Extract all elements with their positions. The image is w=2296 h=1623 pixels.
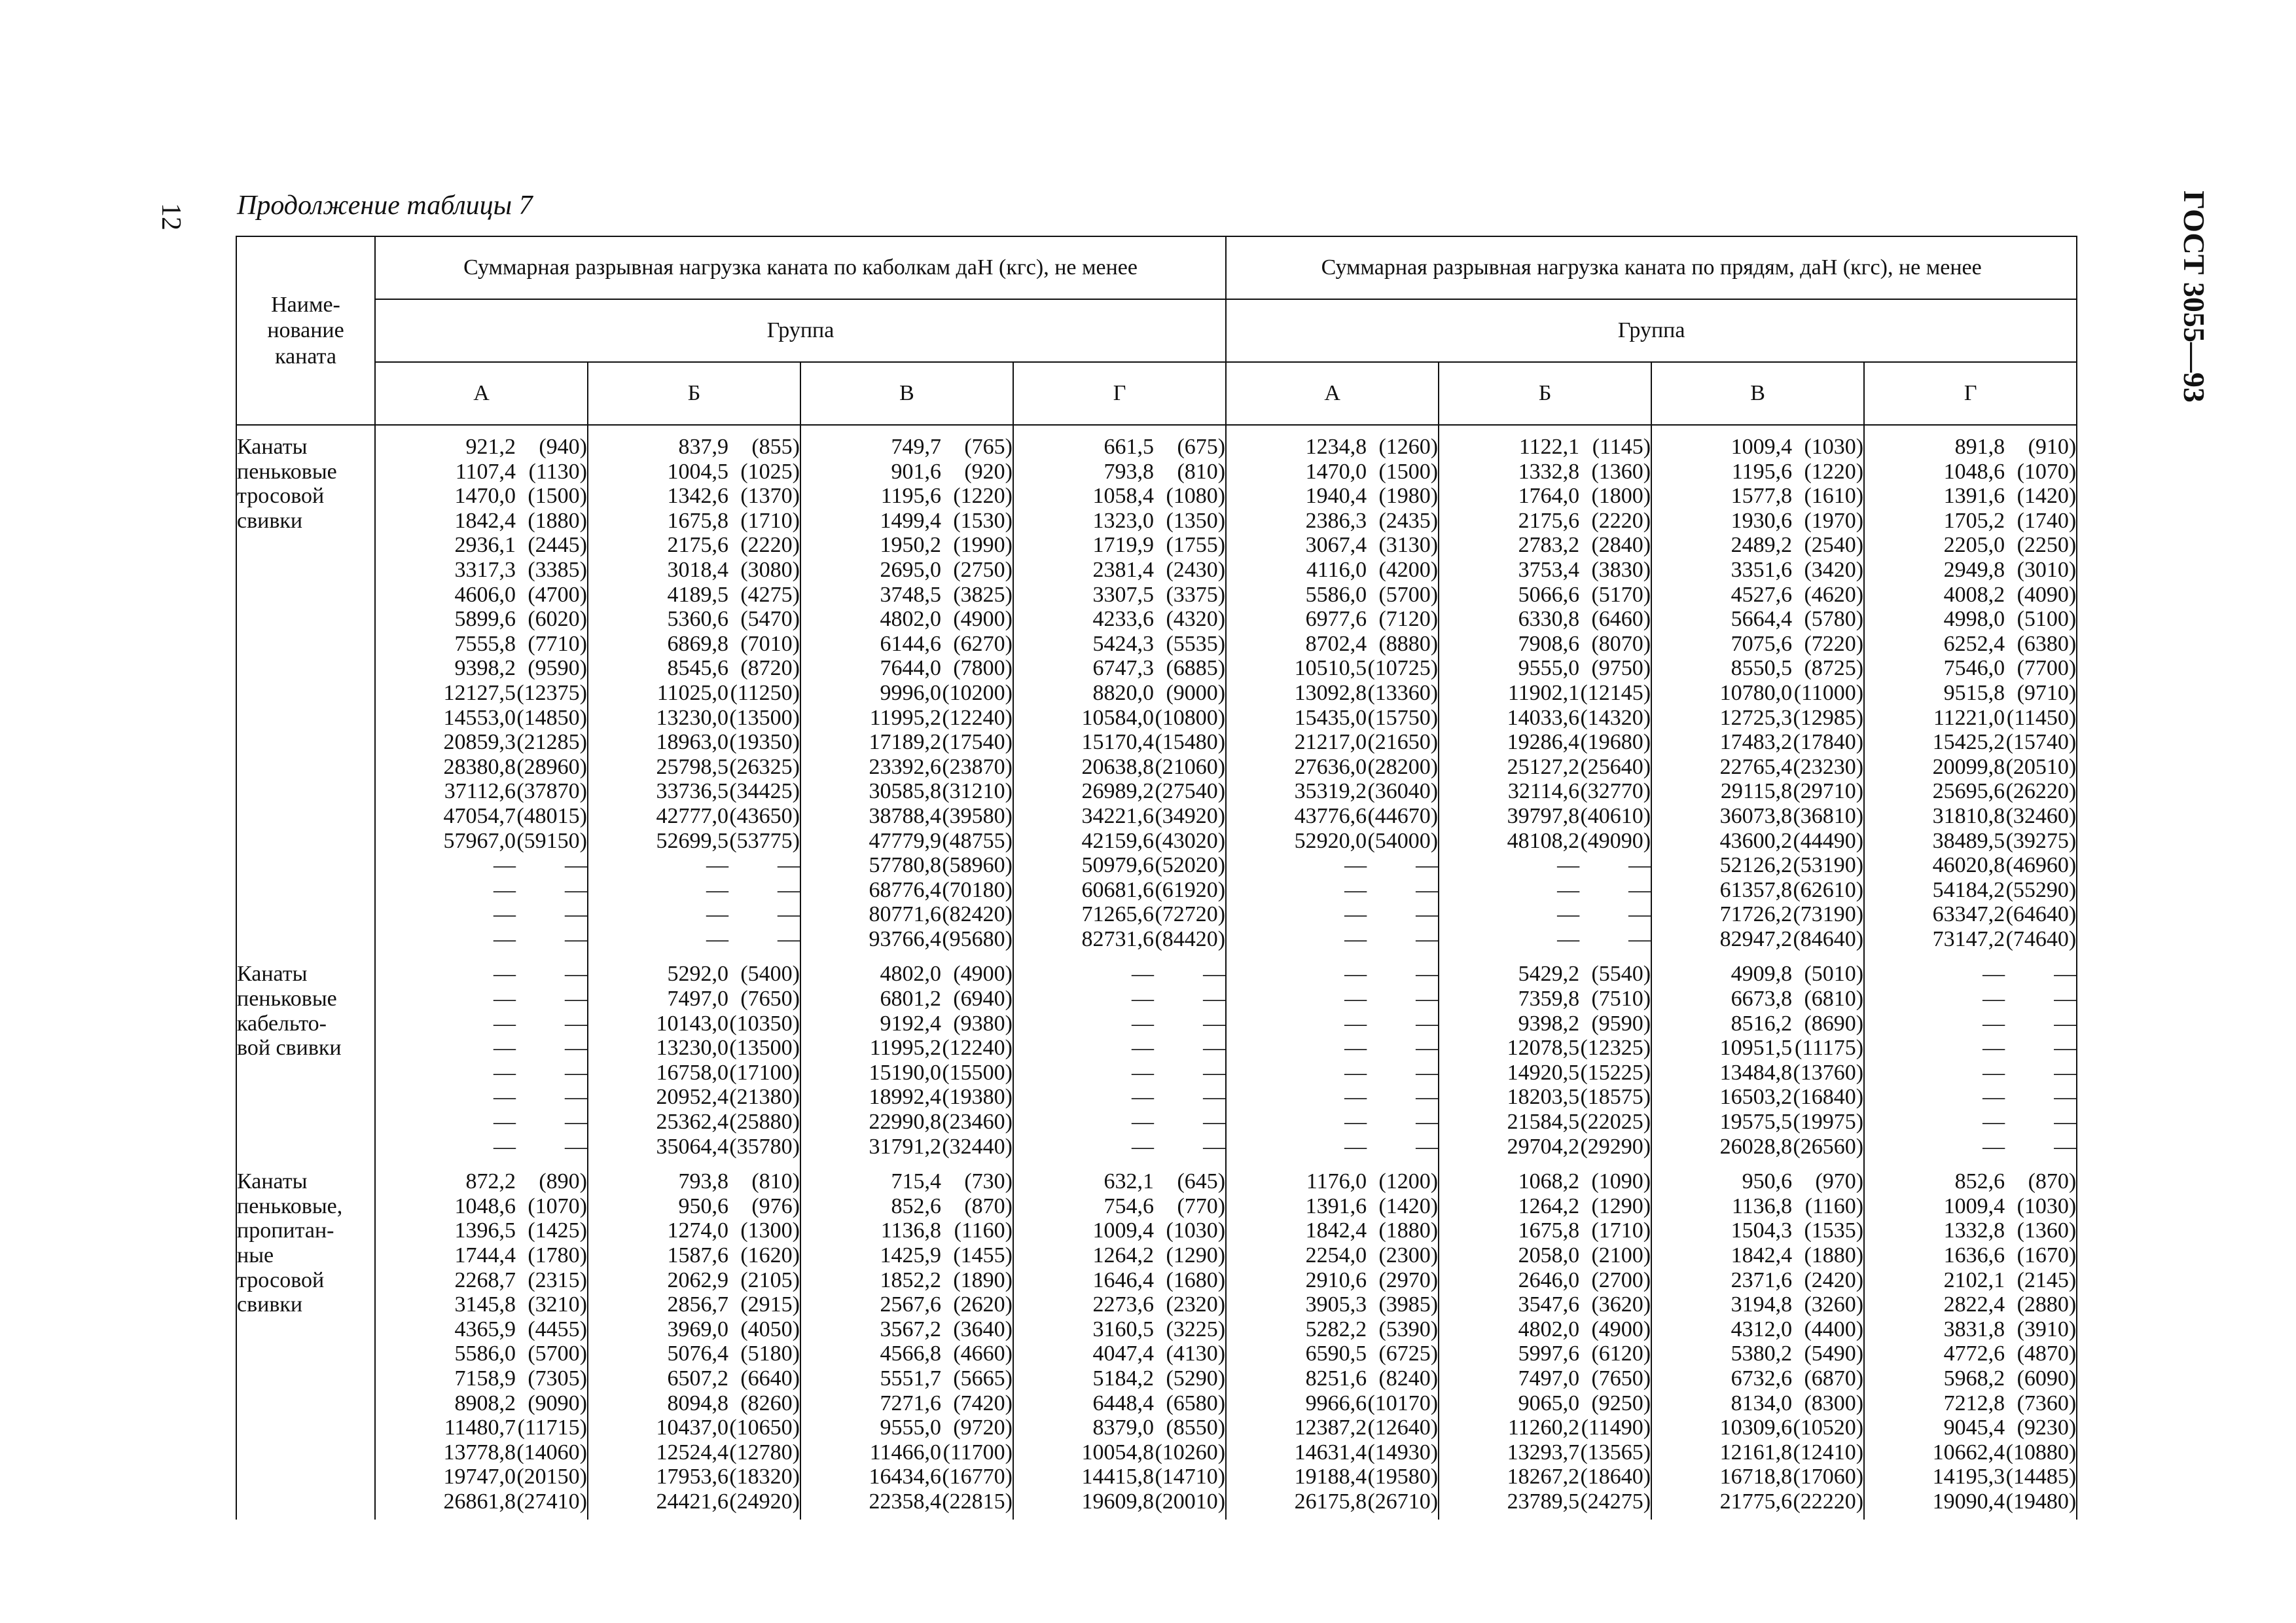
value-column: 872,2 1048,6 1396,5 1744,4 2268,7 3145,8 4365,9 5586,0 7158,9 8908,2 11480,7 13778,8 19747,0 26861,8 — [443, 1169, 516, 1514]
group-header: В — [800, 362, 1013, 425]
kgs-column: (4900) (6940) (9380) (12240) (15500) (19380) (23460) (32440) — [941, 957, 1013, 1164]
kgs-column: (1090) (1290) (1710) (2100) (2700) (3620) (4900) (6120) (7650) (9250) (11490) (13565) (18640) (24275) — [1579, 1164, 1651, 1519]
table-caption: Продолжение таблицы 7 — [237, 191, 533, 221]
group-header: Б — [1439, 362, 1651, 425]
kgs-column: (5010) (6810) (8690) (11175) (13760) (16840) (19975) (26560) — [1792, 957, 1864, 1164]
kgs-column: (1145) (1360) (1800) (2220) (2840) (3830) (5170) (6460) (8070) (9750) (12145) (14320) (19680) (25640) (32770) (40610) (49090) — — — — — [1579, 425, 1651, 957]
value-column: 5429,2 7359,8 9398,2 12078,5 14920,5 18203,5 21584,5 29704,2 — [1507, 962, 1580, 1159]
group-header: Г — [1013, 362, 1226, 425]
page-number: 12 — [156, 203, 186, 230]
kgs-column: (970) (1160) (1535) (1880) (2420) (3260) (4400) (5490) (6870) (8300) (10520) (12410) (17060) (22220) — [1792, 1164, 1864, 1519]
group-header: В — [1651, 362, 1864, 425]
document-code: ГОСТ 3055—93 — [2177, 191, 2211, 403]
data-table — [236, 236, 2077, 1520]
kgs-column: — — — — — — — — — [2005, 957, 2077, 1164]
group-header: Г — [1864, 362, 2077, 425]
value-column: 1234,8 1470,0 1940,4 2386,3 3067,4 4116,0 5586,0 6977,6 8702,4 10510,5 13092,8 15435,0 21217,0 27636,0 35319,2 43776,6 52920,0 — — — — — [1294, 435, 1367, 951]
kgs-column: (855) (1025) (1370) (1710) (2220) (3080) (4275) (5470) (7010) (8720) (11250) (13500) (19350) (26325) (34425) (43650) (53775) — — — — — [728, 425, 800, 957]
value-column: 715,4 852,6 1136,8 1425,9 1852,2 2567,6 3567,2 4566,8 5551,7 7271,6 9555,0 11466,0 16434,6 22358,4 — [869, 1169, 941, 1514]
kgs-column: — — — — — — — — — [516, 957, 588, 1164]
group-label-left: Группа — [375, 299, 1226, 362]
group-label-right: Группа — [1226, 299, 2077, 362]
value-column: 1122,1 1332,8 1764,0 2175,6 2783,2 3753,4 5066,6 6330,8 7908,6 9555,0 11902,1 14033,6 19286,4 25127,2 32114,6 39797,8 48108,2 — — — — — [1507, 435, 1580, 951]
kgs-column: — — — — — — — — — [1154, 957, 1226, 1164]
rope-name: Канаты пеньковые, пропитан- ные тросовой свивки — [236, 1164, 375, 1519]
rope-name: Канаты пеньковые кабельто- вой свивки — [236, 957, 375, 1164]
value-column: — — — — — — — — — [1132, 962, 1154, 1159]
value-column: 4909,8 6673,8 8516,2 10951,5 13484,8 16503,2 19575,5 26028,8 — [1719, 962, 1793, 1159]
value-column: 4802,0 6801,2 9192,4 11995,2 15190,0 18992,4 22990,8 31791,2 — [869, 962, 941, 1159]
group-right-header: Суммарная разрывная нагрузка каната по прядям, даН (кгс), не менее — [1226, 236, 2077, 299]
value-column: 749,7 901,6 1195,6 1499,4 1950,2 2695,0 3748,5 4802,0 6144,6 7644,0 9996,0 11995,2 17189,2 23392,6 30585,8 38788,4 47779,9 57780,8 68776,4 80771,6 93766,4 — [869, 435, 941, 951]
group-header: А — [375, 362, 588, 425]
value-column: 950,6 1136,8 1504,3 1842,4 2371,6 3194,8 4312,0 5380,2 6732,6 8134,0 10309,6 12161,8 16718,8 21775,6 — [1719, 1169, 1793, 1514]
value-column: 921,2 1107,4 1470,0 1842,4 2936,1 3317,3 4606,0 5899,6 7555,8 9398,2 12127,5 14553,0 20859,3 28380,8 37112,6 47054,7 57967,0 — — — — — [443, 435, 516, 951]
kgs-column: (1200) (1420) (1880) (2300) (2970) (3985) (5390) (6725) (8240) (10170) (12640) (14930) (19580) (26710) — [1367, 1164, 1439, 1519]
value-column: — — — — — — — — — [1982, 962, 2005, 1159]
kgs-column: — — — — — — — — — [1367, 957, 1439, 1164]
group-header: Б — [588, 362, 800, 425]
kgs-column: (765) (920) (1220) (1530) (1990) (2750) (3825) (4900) (6270) (7800) (10200) (12240) (17540) (23870) (31210) (39580) (48755) (58960) (70180) (82420) (95680) — [941, 425, 1013, 957]
kgs-column: (5540) (7510) (9590) (12325) (15225) (18575) (22025) (29290) — [1579, 957, 1651, 1164]
kgs-column: (5400) (7650) (10350) (13500) (17100) (21380) (25880) (35780) — [728, 957, 800, 1164]
group-header: А — [1226, 362, 1439, 425]
kgs-column: (870) (1030) (1360) (1670) (2145) (2880) (3910) (4870) (6090) (7360) (9230) (10880) (14485) (19480) — [2005, 1164, 2077, 1519]
table-section-propitannye — [236, 1164, 2077, 1519]
value-column: — — — — — — — — — [493, 962, 516, 1159]
kgs-column: (730) (870) (1160) (1455) (1890) (2620) (3640) (4660) (5665) (7420) (9720) (11700) (16770) (22815) — [941, 1164, 1013, 1519]
value-column: 1009,4 1195,6 1577,8 1930,6 2489,2 3351,6 4527,6 5664,4 7075,6 8550,5 10780,0 12725,3 17483,2 22765,4 29115,8 36073,8 43600,2 52126,2 61357,8 71726,2 82947,2 — [1719, 435, 1793, 951]
kgs-column: (645) (770) (1030) (1290) (1680) (2320) (3225) (4130) (5290) (6580) (8550) (10260) (14710) (20010) — [1154, 1164, 1226, 1519]
name-column-header: Наиме- нование каната — [236, 236, 375, 425]
kgs-column: (675) (810) (1080) (1350) (1755) (2430) (3375) (4320) (5535) (6885) (9000) (10800) (15480) (21060) (27540) (34920) (43020) (52020) (61920) (72720) (84420) — [1154, 425, 1226, 957]
kgs-column: (1260) (1500) (1980) (2435) (3130) (4200) (5700) (7120) (8880) (10725) (13360) (15750) (21650) (28200) (36040) (44670) (54000) — — — — — [1367, 425, 1439, 957]
value-column: 661,5 793,8 1058,4 1323,0 1719,9 2381,4 3307,5 4233,6 5424,3 6747,3 8820,0 10584,0 15170,4 20638,8 26989,2 34221,6 42159,6 50979,6 60681,6 71265,6 82731,6 — [1081, 435, 1154, 951]
kgs-column: (890) (1070) (1425) (1780) (2315) (3210) (4455) (5700) (7305) (9090) (11715) (14060) (20150) (27410) — [516, 1164, 588, 1519]
kgs-column: (1030) (1220) (1610) (1970) (2540) (3420) (4620) (5780) (7220) (8725) (11000) (12985) (17840) (23230) (29710) (36810) (44490) (53190) (62610) (73190) (84640) — [1792, 425, 1864, 957]
value-column: 891,8 1048,6 1391,6 1705,2 2205,0 2949,8 4008,2 4998,0 6252,4 7546,0 9515,8 11221,0 15425,2 20099,8 25695,6 31810,8 38489,5 46020,8 54184,2 63347,2 73147,2 — [1932, 435, 2005, 951]
value-column: 837,9 1004,5 1342,6 1675,8 2175,6 3018,4 4189,5 5360,6 6869,8 8545,6 11025,0 13230,0 18963,0 25798,5 33736,5 42777,0 52699,5 — — — — — [656, 435, 728, 951]
value-column: 5292,0 7497,0 10143,0 13230,0 16758,0 20952,4 25362,4 35064,4 — [656, 962, 728, 1159]
value-column: 852,6 1009,4 1332,8 1636,6 2102,1 2822,4 3831,8 4772,6 5968,2 7212,8 9045,4 10662,4 14195,3 19090,4 — [1932, 1169, 2005, 1514]
table-section-trosovoy — [236, 425, 2077, 957]
value-column: 1176,0 1391,6 1842,4 2254,0 2910,6 3905,3 5282,2 6590,5 8251,6 9966,6 12387,2 14631,4 19188,4 26175,8 — [1294, 1169, 1367, 1514]
value-column: — — — — — — — — — [1344, 962, 1367, 1159]
value-column: 632,1 754,6 1009,4 1264,2 1646,4 2273,6 3160,5 4047,4 5184,2 6448,4 8379,0 10054,8 14415,8 19609,8 — [1081, 1169, 1154, 1514]
value-column: 793,8 950,6 1274,0 1587,6 2062,9 2856,7 3969,0 5076,4 6507,2 8094,8 10437,0 12524,4 17953,6 24421,6 — [656, 1169, 728, 1514]
table-section-kabeltovoy — [236, 957, 2077, 1164]
kgs-column: (940) (1130) (1500) (1880) (2445) (3385) (4700) (6020) (7710) (9590) (12375) (14850) (21285) (28960) (37870) (48015) (59150) — — — — — [516, 425, 588, 957]
rope-name: Канаты пеньковые тросовой свивки — [236, 425, 375, 957]
kgs-column: (910) (1070) (1420) (1740) (2250) (3010) (4090) (5100) (6380) (7700) (9710) (11450) (15740) (20510) (26220) (32460) (39275) (46960) (55290) (64640) (74640) — [2005, 425, 2077, 957]
value-column: 1068,2 1264,2 1675,8 2058,0 2646,0 3547,6 4802,0 5997,6 7497,0 9065,0 11260,2 13293,7 18267,2 23789,5 — [1507, 1169, 1580, 1514]
kgs-column: (810) (976) (1300) (1620) (2105) (2915) (4050) (5180) (6640) (8260) (10650) (12780) (18320) (24920) — [728, 1164, 800, 1519]
group-left-header: Суммарная разрывная нагрузка каната по каболкам даН (кгс), не менее — [375, 236, 1226, 299]
